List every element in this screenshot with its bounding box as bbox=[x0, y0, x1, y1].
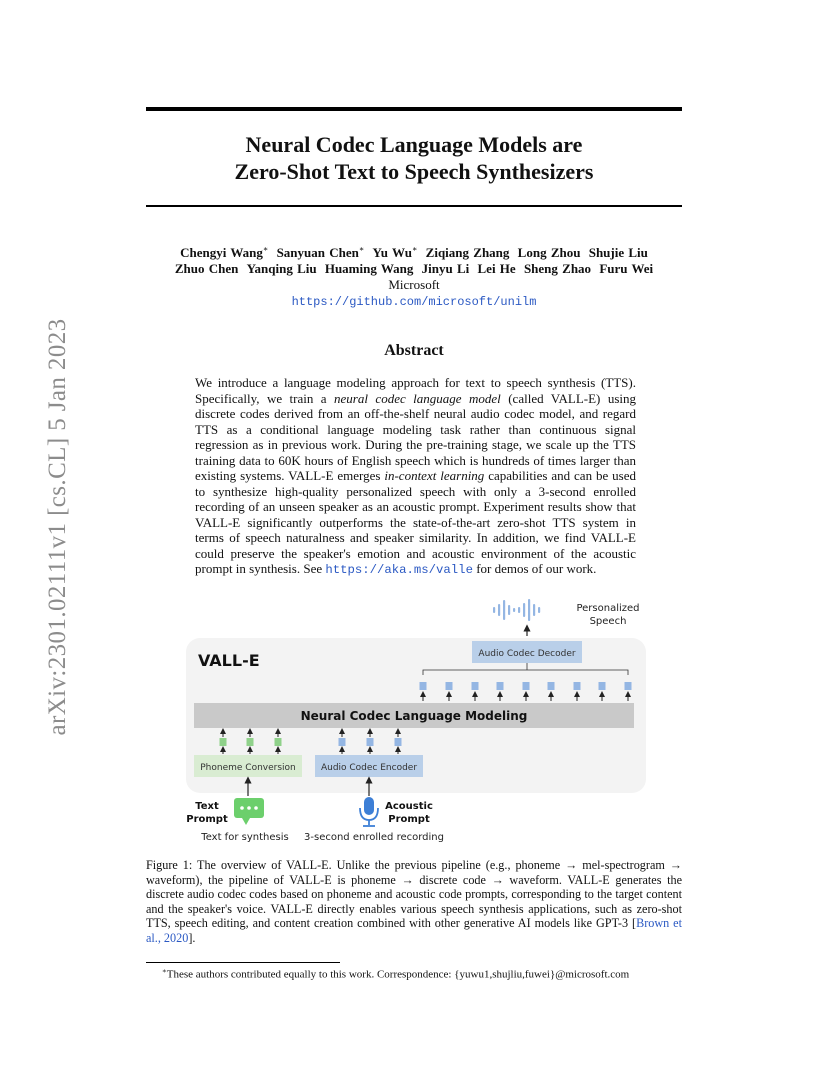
output-code-token bbox=[574, 682, 581, 690]
waveform-bar bbox=[518, 607, 520, 613]
vall-e-diagram bbox=[186, 594, 648, 846]
acoustic-prompt-line-2: Prompt bbox=[388, 814, 430, 825]
output-code-token bbox=[548, 682, 555, 690]
abstract-text-2: (called VALL-E) using discrete codes derived from an off-the-shelf neural audio codec model, and regard TTS as a conditional language modeling task rather than continuous signal regression as in previous work. During the pre-training stage, we scale up the TTS training data to 60K hours of English speech which is hundreds of times larger than existing systems. VALL-E emerges bbox=[195, 390, 636, 483]
abstract-body bbox=[195, 375, 636, 579]
author-line-2 bbox=[146, 261, 682, 277]
output-label-line-1: Personalized bbox=[576, 603, 640, 614]
caption-text: Figure 1: The overview of VALL-E. Unlike the previous pipeline (e.g., phoneme → mel-spectrogram → waveform), the pipeline of VALL-E is phoneme → discrete code → waveform. VALL-E generates the discrete audio codec codes based on phoneme and acoustic code prompts, corresponding to the target content and the speaker's voice. VALL-E directly enables various speech synthesis applications, such as zero-shot TTS, speech editing, and content creation combined with other generative AI models like GPT-3 [ bbox=[146, 858, 682, 931]
abstract-heading: Abstract bbox=[384, 342, 444, 359]
citation-link[interactable]: Brown et al., 2020 bbox=[146, 916, 682, 945]
output-code-token bbox=[446, 682, 453, 690]
output-code-token bbox=[625, 682, 632, 690]
author-name: Shujie Liu bbox=[588, 245, 648, 261]
audio-codec-decoder-label: Audio Codec Decoder bbox=[478, 649, 576, 659]
author-name: Ziqiang Zhang bbox=[425, 245, 510, 261]
waveform-bar bbox=[513, 608, 515, 612]
author-name: Lei He bbox=[477, 261, 516, 277]
phoneme-conversion-label: Phoneme Conversion bbox=[200, 763, 296, 773]
arxiv-stamp: arXiv:2301.02111v1 [cs.CL] 5 Jan 2023 bbox=[44, 318, 71, 736]
title-line-2: Zero-Shot Text to Speech Synthesizers bbox=[234, 159, 594, 184]
waveform-bar bbox=[523, 603, 525, 617]
text-for-synthesis-caption: Text for synthesis bbox=[201, 832, 289, 843]
author-name: Chengyi Wang∗ bbox=[180, 245, 269, 261]
author-name: Long Zhou bbox=[517, 245, 581, 261]
output-code-token bbox=[472, 682, 479, 690]
text-prompt-line-2: Prompt bbox=[186, 814, 228, 825]
audio-codec-encoder-label: Audio Codec Encoder bbox=[320, 763, 418, 773]
figure-caption bbox=[146, 858, 682, 946]
footnote-rule bbox=[146, 962, 340, 963]
waveform-bar bbox=[498, 604, 500, 616]
paper-title bbox=[146, 131, 682, 185]
chat-bubble-icon bbox=[234, 798, 264, 825]
phoneme-code-token bbox=[275, 738, 282, 746]
waveform-icon bbox=[493, 599, 540, 621]
author-name: Yu Wu∗ bbox=[372, 245, 418, 261]
abstract-text-3: capabilities and can be used to synthesize high-quality personalized speech with only a 3-second enrolled recording of an unseen speaker as an acoustic prompt. Experiment results show that VALL-E significantly outperforms the state-of-the-art zero-shot TTS system in terms of speech naturalness and speaker similarity. In addition, we find VALL-E could preserve the speaker's emotion and acoustic environment of the acoustic prompt in synthesis. See bbox=[195, 468, 637, 576]
title-bottom-rule bbox=[146, 205, 682, 207]
footnote-mark: ∗ bbox=[162, 967, 167, 975]
equal-contribution-mark: ∗ bbox=[262, 245, 269, 254]
figure-1 bbox=[186, 594, 648, 846]
author-name: Sanyuan Chen∗ bbox=[276, 245, 365, 261]
acoustic-code-token bbox=[367, 738, 374, 746]
equal-contribution-mark: ∗ bbox=[411, 245, 418, 254]
author-name: Yanqing Liu bbox=[246, 261, 317, 277]
affiliation: Microsoft bbox=[388, 277, 440, 293]
waveform-bar bbox=[503, 600, 505, 620]
output-code-token bbox=[523, 682, 530, 690]
author-block bbox=[146, 242, 682, 310]
waveform-bar bbox=[538, 607, 540, 613]
waveform-bar bbox=[533, 604, 535, 616]
author-name: Furu Wei bbox=[599, 261, 654, 277]
waveform-bar bbox=[508, 605, 510, 615]
output-code-token bbox=[599, 682, 606, 690]
demo-link[interactable]: https://aka.ms/valle bbox=[325, 563, 473, 577]
vall-e-label: VALL-E bbox=[198, 651, 260, 670]
neural-codec-lm-label: Neural Codec Language Modeling bbox=[300, 709, 528, 723]
phoneme-code-token bbox=[247, 738, 254, 746]
output-label-line-2: Speech bbox=[589, 616, 627, 627]
acoustic-code-token bbox=[395, 738, 402, 746]
acoustic-code-token bbox=[339, 738, 346, 746]
phoneme-code-token bbox=[220, 738, 227, 746]
title-top-rule bbox=[146, 107, 682, 111]
caption-end: ]. bbox=[188, 930, 196, 945]
abstract-emphasis-1: neural codec language model bbox=[334, 390, 501, 406]
title-line-1: Neural Codec Language Models are bbox=[245, 132, 583, 157]
waveform-bar bbox=[528, 599, 530, 621]
footnote-text: These authors contributed equally to this work. Correspondence: {yuwu1,shujliu,fuwei}@microsoft.com bbox=[166, 968, 630, 981]
repo-link[interactable]: https://github.com/microsoft/unilm bbox=[291, 295, 537, 310]
author-name: Jinyu Li bbox=[421, 261, 470, 277]
enrolled-recording-caption: 3-second enrolled recording bbox=[304, 832, 444, 843]
author-line-1 bbox=[146, 242, 682, 261]
acoustic-prompt-line-1: Acoustic bbox=[385, 801, 433, 812]
abstract-text-1: We introduce a language modeling approach for text to speech synthesis (TTS). Specifically, we train a bbox=[195, 375, 636, 406]
text-prompt-line-1: Text bbox=[195, 801, 219, 812]
footnote bbox=[146, 964, 682, 982]
waveform-bar bbox=[493, 607, 495, 613]
microphone-icon bbox=[360, 797, 378, 826]
author-name: Huaming Wang bbox=[324, 261, 414, 277]
author-name: Sheng Zhao bbox=[523, 261, 592, 277]
abstract-text-4: for demos of our work. bbox=[472, 561, 597, 576]
abstract-emphasis-2: in-context learning bbox=[384, 468, 485, 483]
output-code-token bbox=[497, 682, 504, 690]
equal-contribution-mark: ∗ bbox=[358, 245, 365, 254]
output-code-token bbox=[420, 682, 427, 690]
author-name: Zhuo Chen bbox=[174, 261, 239, 277]
